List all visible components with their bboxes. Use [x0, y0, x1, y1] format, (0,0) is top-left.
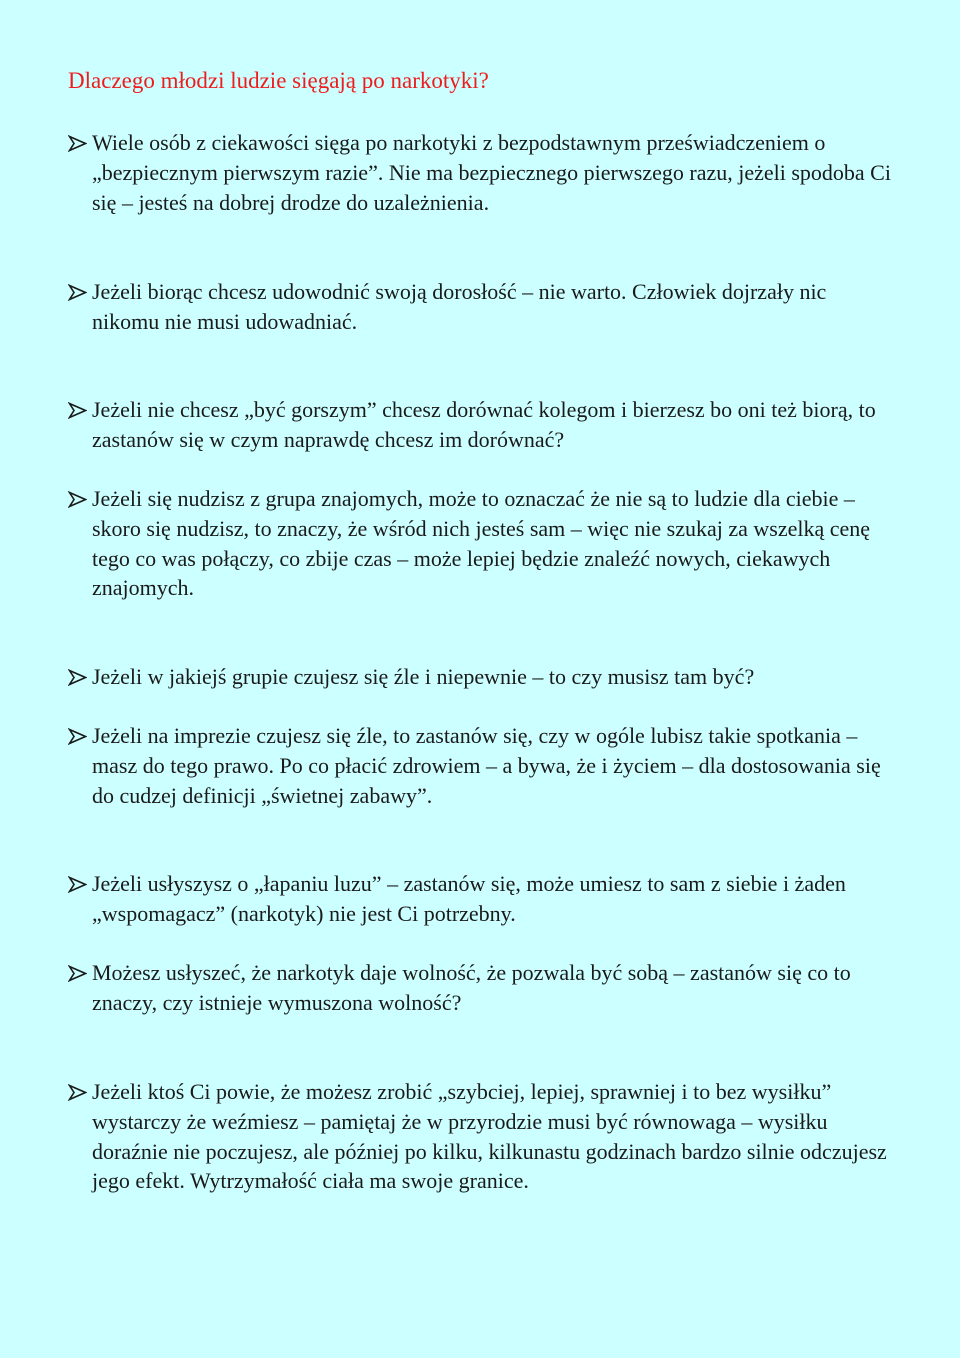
arrowhead-bullet-icon — [68, 277, 92, 307]
list-item-text: Jeżeli się nudzisz z grupa znajomych, może to oznaczać że nie są to ludzie dla ciebie – skoro się nudzisz, to znaczy, że wśród nich jesteś sam – więc nie szukaj za wszelką cenę tego co was połączy, co zbije czas – może lepiej będzie znaleźć nowych, ciekawych znajomych. — [92, 486, 871, 601]
arrowhead-bullet-icon — [68, 869, 92, 899]
arrowhead-bullet-icon — [68, 128, 92, 158]
list-item — [68, 395, 898, 455]
arrowhead-bullet-icon — [68, 1077, 92, 1107]
list-item-text: Możesz usłyszeć, że narkotyk daje wolność, że pozwala być sobą – zastanów się co to znaczy, czy istnieje wymuszona wolność? — [92, 960, 851, 1015]
list-item — [68, 721, 898, 810]
list-item-text: Jeżeli biorąc chcesz udowodnić swoją dorosłość – nie warto. Człowiek dojrzały nic nikomu nie musi udowadniać. — [92, 279, 827, 334]
list-item-text: Jeżeli nie chcesz „być gorszym” chcesz dorównać kolegom i bierzesz bo oni też biorą, to zastanów się w czym naprawdę chcesz im dorównać? — [92, 397, 876, 452]
arrowhead-bullet-icon — [68, 721, 92, 751]
list-item — [68, 958, 898, 1018]
list-item — [68, 128, 898, 217]
list-item-text: Wiele osób z ciekawości sięga po narkotyki z bezpodstawnym przeświadczeniem o „bezpiecznym pierwszym razie”. Nie ma bezpiecznego pierwszego razu, jeżeli spodoba Ci się – jesteś na dobrej drodze do uzależnienia. — [92, 130, 891, 215]
arrowhead-bullet-icon — [68, 958, 92, 988]
arrowhead-bullet-icon — [68, 395, 92, 425]
list-item-text: Jeżeli na imprezie czujesz się źle, to zastanów się, czy w ogóle lubisz takie spotkania – masz do tego prawo. Po co płacić zdrowiem – a bywa, że i życiem – dla dostosowania się do cudzej definicji „świetnej zabawy”. — [92, 723, 881, 808]
list-item-text: Jeżeli w jakiejś grupie czujesz się źle i niepewnie – to czy musisz tam być? — [92, 664, 755, 689]
list-item — [68, 869, 898, 929]
arrowhead-bullet-icon — [68, 484, 92, 514]
list-item — [68, 484, 898, 603]
page-title: Dlaczego młodzi ludzie sięgają po narkotyki? — [68, 68, 489, 93]
list-item — [68, 1077, 898, 1196]
list-item — [68, 277, 898, 337]
arrowhead-bullet-icon — [68, 662, 92, 692]
list-item — [68, 662, 898, 692]
list-item-text: Jeżeli ktoś Ci powie, że możesz zrobić „szybciej, lepiej, sprawniej i to bez wysiłku” wystarczy że weźmiesz – pamiętaj że w przyrodzie musi być równowaga – wysiłku doraźnie nie poczujesz, ale później po kilku, kilkunastu godzinach bardzo silnie odczujesz jego efekt. Wytrzymałość ciała ma swoje granice. — [92, 1079, 887, 1194]
list-item-text: Jeżeli usłyszysz o „łapaniu luzu” – zastanów się, może umiesz to sam z siebie i żaden „wspomagacz” (narkotyk) nie jest Ci potrzebny. — [92, 871, 846, 926]
